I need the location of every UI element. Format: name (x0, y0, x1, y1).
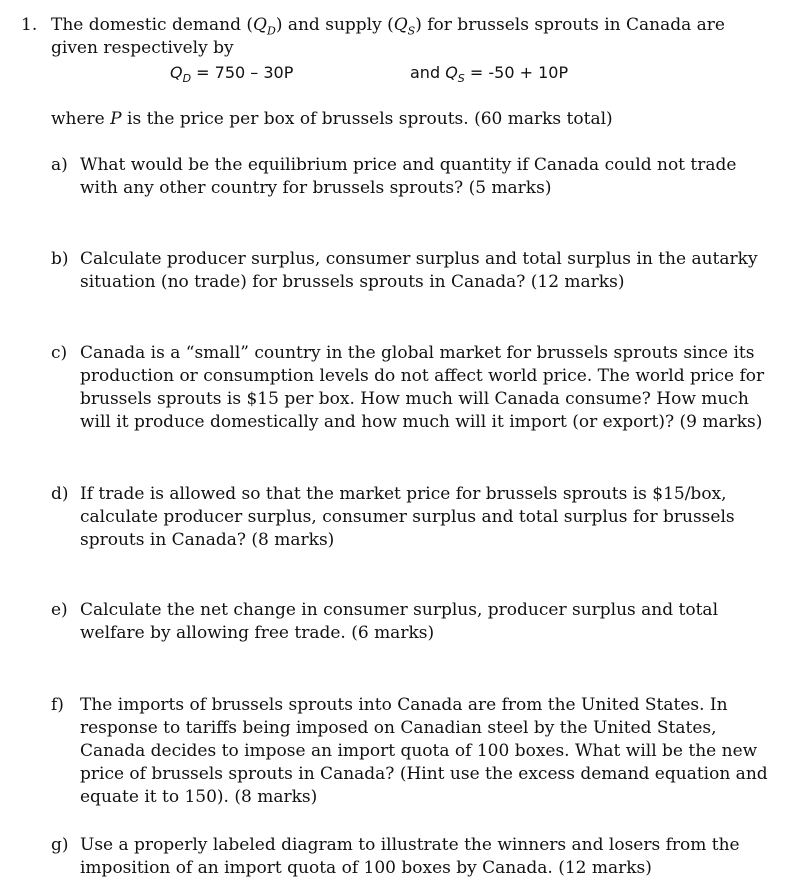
part-g (51, 834, 776, 880)
part-label: c) (51, 343, 68, 363)
part-a (51, 154, 776, 200)
demand-symbol: $Q_D$ (253, 15, 276, 38)
question-intro (51, 14, 771, 60)
part-label: e) (51, 600, 68, 620)
part-text: What would be the equilibrium price and quantity if Canada could not trade with any other country for brussels sprouts? (5 marks) (80, 155, 737, 198)
price-definition: where P is the price per box of brussels sprouts. (60 marks total) (51, 109, 613, 129)
part-text: Use a properly labeled diagram to illustrate the winners and losers from the imposition of an import quota of 100 boxes by Canada. (12 marks) (80, 835, 740, 878)
demand-equation: $Q_D = 750 - 30P$ (170, 63, 294, 86)
part-text: The imports of brussels sprouts into Canada are from the United States. In response to tariffs being imposed on Canadian steel by the United States, Canada decides to impose an import quota of 100 boxes. What will be the new price of brussels sprouts in Canada? (Hint use the excess demand equation and equate it to 150). (8 marks) (80, 695, 768, 807)
part-text: If trade is allowed so that the market price for brussels sprouts is $15/box, calculate producer surplus, consumer surplus and total surplus for brussels sprouts in Canada? (8 marks) (80, 484, 735, 550)
part-label: d) (51, 484, 69, 504)
part-d (51, 483, 776, 552)
part-text: Calculate the net change in consumer surplus, producer surplus and total welfare by allowing free trade. (6 marks) (80, 600, 719, 643)
part-text: Calculate producer surplus, consumer surplus and total surplus in the autarky situation (no trade) for brussels sprouts in Canada? (12 marks) (80, 249, 758, 292)
part-c (51, 342, 776, 434)
part-label: g) (51, 835, 69, 855)
part-e (51, 599, 776, 645)
part-b (51, 248, 776, 294)
part-label: f) (51, 695, 64, 715)
supply-equation: and $Q_S = -50 + 10P$ (410, 63, 569, 86)
supply-symbol: $Q_S$ (393, 15, 416, 38)
part-label: a) (51, 155, 68, 175)
intro-text-3: ) for brussels sprouts in Canada are given respectively by (51, 15, 725, 58)
question-number: 1. (21, 15, 38, 35)
intro-text-2: ) and supply ( (275, 15, 394, 35)
part-text: Canada is a “small” country in the global market for brussels sprouts since its production or consumption levels do not affect world price. The world price for brussels sprouts is $15 per box. How much will Canada consume? How much will it produce domestically and how much will it import (or export)? (9 marks) (80, 343, 765, 432)
part-label: b) (51, 249, 69, 269)
part-f (51, 694, 776, 809)
intro-text-1: The domestic demand ( (51, 15, 254, 35)
